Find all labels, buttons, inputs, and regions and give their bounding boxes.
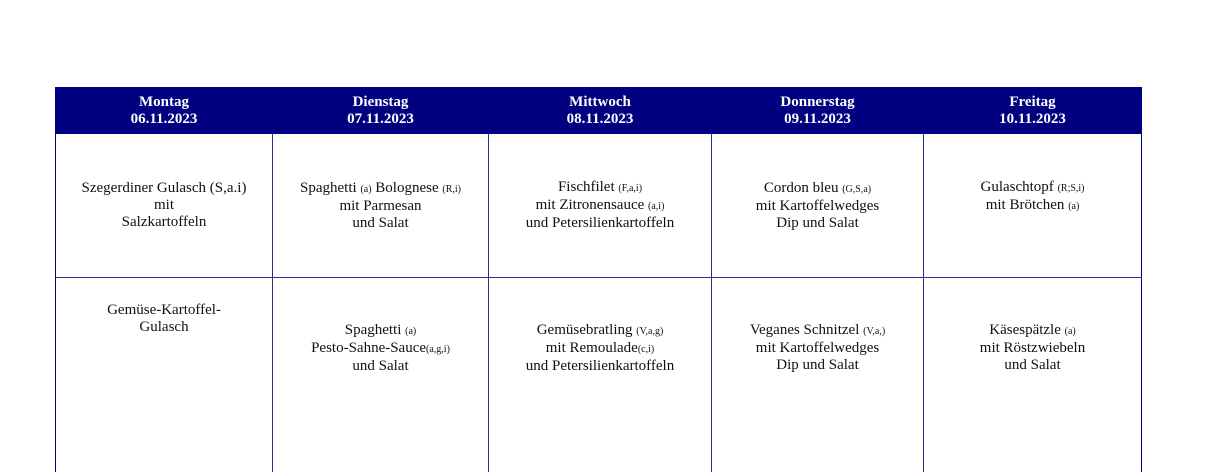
day-name: Montag: [56, 94, 272, 111]
dish-line: [930, 215, 1135, 232]
dish-line: [279, 340, 482, 358]
menu-cell-monday: [56, 134, 273, 278]
day-name: Mittwoch: [489, 94, 711, 111]
menu-cell-tuesday: [273, 134, 489, 278]
allergen-codes: (a): [1065, 326, 1076, 337]
dish-text: mit Remoulade: [546, 340, 638, 356]
day-name: Dienstag: [273, 94, 488, 111]
allergen-codes: (V,a,g): [636, 326, 663, 337]
menu-row-1: [56, 134, 1142, 278]
dish-line: [930, 322, 1135, 340]
dish-text: Gulaschtopf: [980, 179, 1057, 195]
day-date: 09.11.2023: [712, 111, 923, 128]
dish-line: [495, 197, 705, 215]
dish-text: mit Zitronensauce: [536, 197, 648, 213]
dish-text: Veganes Schnitzel: [750, 322, 863, 338]
day-header-friday: [924, 87, 1142, 134]
dish-line: [718, 180, 917, 198]
day-date: 06.11.2023: [56, 111, 272, 128]
allergen-codes: (V,a,): [863, 326, 885, 337]
allergen-codes: (a,i): [648, 201, 664, 212]
dish-text: Gemüsebratling: [537, 322, 637, 338]
allergen-codes: (a): [1068, 201, 1079, 212]
dish-text: Bolognese: [372, 180, 443, 196]
allergen-codes: (F,a,i): [618, 183, 642, 194]
dish-text: Käsespätzle: [989, 322, 1064, 338]
dish-text: Spaghetti: [345, 322, 405, 338]
menu-row-2: [56, 278, 1142, 472]
menu-cell-friday: [924, 278, 1142, 472]
dish-line: [279, 180, 482, 198]
dish-line: und Salat: [279, 215, 482, 232]
menu-header: [56, 87, 1142, 134]
dish-line: Dip und Salat: [718, 215, 917, 232]
allergen-codes: (a): [360, 184, 371, 195]
allergen-codes: (G,S,a): [842, 184, 871, 195]
allergen-codes: (R,i): [442, 184, 461, 195]
dish-line: [718, 322, 917, 340]
dish-line: und Petersilienkartoffeln: [495, 215, 705, 232]
dish-line: Salzkartoffeln: [62, 214, 266, 231]
dish-line: und Salat: [279, 358, 482, 375]
dish-line: [495, 322, 705, 340]
dish-line: mit Kartoffelwedges: [718, 198, 917, 215]
dish-line: [495, 340, 705, 358]
dish-line: Dip und Salat: [718, 357, 917, 374]
day-header-tuesday: [273, 87, 489, 134]
allergen-codes: (a): [405, 326, 416, 337]
dish-line: mit Kartoffelwedges: [718, 340, 917, 357]
dish-line: und Petersilienkartoffeln: [495, 358, 705, 375]
dish-line: Gemüse-Kartoffel-: [62, 302, 266, 319]
day-date: 08.11.2023: [489, 111, 711, 128]
dish-line: Szegerdiner Gulasch (S,a.i): [62, 180, 266, 197]
dish-text: Cordon bleu: [764, 180, 842, 196]
day-date: 07.11.2023: [273, 111, 488, 128]
day-date: 10.11.2023: [924, 111, 1141, 128]
dish-text: mit Brötchen: [986, 197, 1069, 213]
header-row: [56, 87, 1142, 134]
allergen-codes: (R;S,i): [1058, 183, 1085, 194]
menu-body: [56, 134, 1142, 472]
day-name: Donnerstag: [712, 94, 923, 111]
dish-text: Spaghetti: [300, 180, 360, 196]
dish-line: [279, 322, 482, 340]
day-name: Freitag: [924, 94, 1141, 111]
day-header-monday: [56, 87, 273, 134]
allergen-codes: (c,i): [638, 344, 654, 355]
dish-line: mit Parmesan: [279, 198, 482, 215]
menu-cell-thursday: [712, 134, 924, 278]
dish-line: und Salat: [930, 357, 1135, 374]
menu-cell-monday: [56, 278, 273, 472]
dish-line: [930, 179, 1135, 197]
dish-line: Gulasch: [62, 319, 266, 336]
weekly-menu-table: [55, 87, 1142, 472]
menu-cell-friday: [924, 134, 1142, 278]
dish-line: mit Röstzwiebeln: [930, 340, 1135, 357]
menu-cell-wednesday: [489, 134, 712, 278]
menu-cell-thursday: [712, 278, 924, 472]
day-header-thursday: [712, 87, 924, 134]
menu-cell-wednesday: [489, 278, 712, 472]
dish-text: Pesto-Sahne-Sauce: [311, 340, 426, 356]
allergen-codes: (a,g,i): [426, 344, 450, 355]
day-header-wednesday: [489, 87, 712, 134]
dish-line: [930, 197, 1135, 215]
dish-text: Fischfilet: [558, 179, 618, 195]
dish-line: [495, 179, 705, 197]
dish-line: mit: [62, 197, 266, 214]
menu-cell-tuesday: [273, 278, 489, 472]
